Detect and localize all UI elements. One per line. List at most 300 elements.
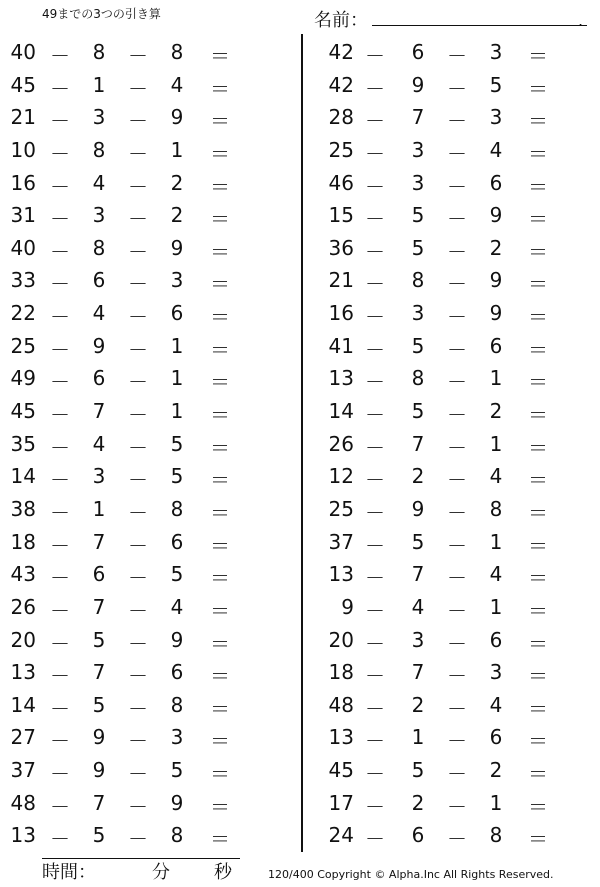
minus-sign: －	[128, 533, 148, 558]
second-number: 7	[92, 594, 106, 619]
second-number: 9	[92, 758, 106, 783]
second-number: 7	[92, 399, 106, 424]
minus-sign: －	[447, 664, 467, 689]
third-number: 6	[170, 301, 184, 326]
minus-sign: －	[447, 566, 467, 591]
minus-sign: －	[50, 403, 70, 428]
minus-sign: －	[365, 598, 385, 623]
minus-sign: －	[50, 44, 70, 68]
minus-sign: －	[128, 598, 148, 623]
first-number: 37	[10, 758, 36, 783]
problem-row	[318, 134, 600, 167]
first-number: 41	[328, 333, 354, 358]
first-number: 16	[10, 170, 36, 195]
minus-sign: －	[50, 174, 70, 199]
third-number: 6	[489, 627, 503, 652]
minus-sign: －	[128, 631, 148, 656]
problem-column-left	[0, 36, 290, 852]
minus-sign: －	[365, 305, 385, 330]
minus-sign: －	[50, 827, 70, 852]
minus-sign: －	[365, 435, 385, 460]
worksheet-title: 49までの3つの引き算	[42, 7, 161, 21]
minus-sign: －	[365, 729, 385, 754]
third-number: 1	[489, 431, 503, 456]
third-number: 1	[489, 529, 503, 554]
second-number: 2	[411, 692, 425, 717]
equals-sign: ＝	[528, 76, 548, 101]
third-number: 9	[489, 203, 503, 228]
equals-sign: ＝	[528, 598, 548, 623]
minus-sign: －	[128, 435, 148, 460]
second-number: 6	[411, 40, 425, 64]
second-number: 5	[92, 823, 106, 848]
minus-sign: －	[128, 174, 148, 199]
minus-sign: －	[447, 370, 467, 395]
equals-sign: ＝	[210, 174, 230, 199]
third-number: 2	[489, 758, 503, 783]
first-number: 20	[10, 627, 36, 652]
minus-sign: －	[447, 762, 467, 787]
minus-sign: －	[447, 207, 467, 232]
third-number: 1	[170, 137, 184, 162]
second-number: 1	[411, 725, 425, 750]
minus-sign: －	[365, 403, 385, 428]
minus-sign: －	[128, 207, 148, 232]
first-number: 38	[10, 496, 36, 521]
minus-sign: －	[50, 794, 70, 819]
equals-sign: ＝	[528, 239, 548, 264]
minus-sign: －	[365, 631, 385, 656]
second-number: 5	[411, 235, 425, 260]
second-number: 1	[92, 72, 106, 97]
problem-row	[0, 526, 290, 559]
problem-row	[0, 819, 290, 852]
third-number: 1	[170, 333, 184, 358]
minus-sign: －	[447, 76, 467, 101]
minus-sign: －	[447, 729, 467, 754]
second-number: 6	[92, 366, 106, 391]
minus-sign: －	[447, 794, 467, 819]
second-number: 2	[411, 464, 425, 489]
first-number: 14	[10, 464, 36, 489]
minus-sign: －	[365, 468, 385, 493]
first-number: 25	[328, 137, 354, 162]
time-label: 時間：	[42, 862, 96, 883]
equals-sign: ＝	[528, 44, 548, 68]
problem-row	[318, 36, 600, 69]
seconds-label: 秒	[214, 862, 232, 883]
minus-sign: －	[128, 566, 148, 591]
problem-row	[318, 362, 600, 395]
second-number: 9	[411, 496, 425, 521]
minus-sign: －	[365, 664, 385, 689]
equals-sign: ＝	[210, 794, 230, 819]
equals-sign: ＝	[528, 174, 548, 199]
equals-sign: ＝	[528, 435, 548, 460]
equals-sign: ＝	[528, 729, 548, 754]
first-number: 18	[10, 529, 36, 554]
minus-sign: －	[365, 566, 385, 591]
first-number: 13	[328, 562, 354, 587]
equals-sign: ＝	[528, 109, 548, 134]
problem-column-right	[318, 36, 600, 852]
equals-sign: ＝	[528, 272, 548, 297]
time-record	[42, 856, 242, 884]
problem-row	[318, 689, 600, 722]
second-number: 6	[92, 268, 106, 293]
equals-sign: ＝	[210, 500, 230, 525]
second-number: 5	[411, 203, 425, 228]
equals-sign: ＝	[210, 370, 230, 395]
minus-sign: －	[365, 272, 385, 297]
equals-sign: ＝	[210, 207, 230, 232]
equals-sign: ＝	[528, 370, 548, 395]
first-number: 40	[10, 235, 36, 260]
equals-sign: ＝	[210, 337, 230, 362]
equals-sign: ＝	[210, 76, 230, 101]
copyright-text: 120/400 Copyright © Alpha.Inc All Rights Reserved.	[268, 868, 554, 881]
minus-sign: －	[50, 207, 70, 232]
minus-sign: －	[447, 239, 467, 264]
equals-sign: ＝	[210, 729, 230, 754]
second-number: 5	[411, 758, 425, 783]
first-number: 25	[10, 333, 36, 358]
equals-sign: ＝	[528, 403, 548, 428]
second-number: 8	[411, 366, 425, 391]
problem-row	[318, 754, 600, 787]
first-number: 13	[328, 366, 354, 391]
third-number: 6	[170, 529, 184, 554]
minus-sign: －	[365, 174, 385, 199]
minus-sign: －	[128, 109, 148, 134]
minus-sign: －	[447, 141, 467, 166]
first-number: 45	[10, 399, 36, 424]
minus-sign: －	[365, 141, 385, 166]
equals-sign: ＝	[528, 794, 548, 819]
third-number: 8	[489, 823, 503, 848]
third-number: 6	[489, 725, 503, 750]
second-number: 5	[411, 333, 425, 358]
minus-sign: －	[365, 533, 385, 558]
problem-row	[0, 656, 290, 689]
minus-sign: －	[128, 827, 148, 852]
third-number: 3	[170, 725, 184, 750]
second-number: 4	[411, 594, 425, 619]
problem-row	[318, 264, 600, 297]
minus-sign: －	[50, 305, 70, 330]
first-number: 48	[328, 692, 354, 717]
first-number: 14	[328, 399, 354, 424]
third-number: 5	[489, 72, 503, 97]
minus-sign: －	[50, 435, 70, 460]
third-number: 5	[170, 431, 184, 456]
first-number: 26	[10, 594, 36, 619]
first-number: 20	[328, 627, 354, 652]
equals-sign: ＝	[210, 762, 230, 787]
problem-row	[0, 689, 290, 722]
problem-row	[318, 787, 600, 820]
equals-sign: ＝	[528, 631, 548, 656]
third-number: 8	[170, 692, 184, 717]
first-number: 28	[328, 105, 354, 130]
minus-sign: －	[447, 696, 467, 721]
second-number: 7	[92, 660, 106, 685]
first-number: 9	[341, 594, 354, 619]
third-number: 5	[170, 464, 184, 489]
minus-sign: －	[365, 500, 385, 525]
first-number: 42	[328, 72, 354, 97]
first-number: 48	[10, 790, 36, 815]
third-number: 1	[170, 399, 184, 424]
first-number: 49	[10, 366, 36, 391]
equals-sign: ＝	[210, 403, 230, 428]
problem-row	[318, 656, 600, 689]
minus-sign: －	[128, 664, 148, 689]
equals-sign: ＝	[210, 239, 230, 264]
minus-sign: －	[50, 664, 70, 689]
problem-row	[318, 297, 600, 330]
name-label: 名前：	[314, 10, 368, 31]
third-number: 3	[489, 660, 503, 685]
minus-sign: －	[365, 337, 385, 362]
second-number: 3	[92, 105, 106, 130]
third-number: 8	[170, 823, 184, 848]
problem-row	[0, 101, 290, 134]
problem-row	[318, 167, 600, 200]
second-number: 7	[411, 431, 425, 456]
minus-sign: －	[447, 44, 467, 68]
first-number: 12	[328, 464, 354, 489]
minus-sign: －	[365, 44, 385, 68]
problem-row	[318, 558, 600, 591]
first-number: 24	[328, 823, 354, 848]
first-number: 31	[10, 203, 36, 228]
problem-row	[0, 199, 290, 232]
equals-sign: ＝	[210, 664, 230, 689]
problem-row	[0, 428, 290, 461]
third-number: 2	[170, 203, 184, 228]
minus-sign: －	[128, 468, 148, 493]
problem-row	[0, 591, 290, 624]
third-number: 2	[170, 170, 184, 195]
time-underline	[42, 858, 240, 859]
second-number: 5	[411, 399, 425, 424]
first-number: 25	[328, 496, 354, 521]
first-number: 42	[328, 40, 354, 64]
second-number: 3	[411, 627, 425, 652]
equals-sign: ＝	[210, 468, 230, 493]
minus-sign: －	[50, 272, 70, 297]
first-number: 37	[328, 529, 354, 554]
problem-row	[318, 330, 600, 363]
minus-sign: －	[50, 337, 70, 362]
equals-sign: ＝	[528, 207, 548, 232]
equals-sign: ＝	[528, 337, 548, 362]
minus-sign: －	[365, 827, 385, 852]
equals-sign: ＝	[528, 533, 548, 558]
third-number: 5	[170, 562, 184, 587]
equals-sign: ＝	[210, 272, 230, 297]
problem-row	[0, 787, 290, 820]
second-number: 8	[92, 235, 106, 260]
minus-sign: －	[128, 403, 148, 428]
name-field	[314, 4, 584, 30]
second-number: 3	[411, 301, 425, 326]
second-number: 9	[92, 725, 106, 750]
third-number: 8	[170, 40, 184, 64]
minus-sign: －	[365, 76, 385, 101]
minus-sign: －	[50, 729, 70, 754]
problem-row	[318, 199, 600, 232]
equals-sign: ＝	[210, 696, 230, 721]
first-number: 17	[328, 790, 354, 815]
first-number: 16	[328, 301, 354, 326]
problem-row	[0, 232, 290, 265]
minus-sign: －	[365, 762, 385, 787]
problem-row	[318, 460, 600, 493]
problem-row	[0, 754, 290, 787]
second-number: 9	[411, 72, 425, 97]
second-number: 5	[411, 529, 425, 554]
minus-sign: －	[128, 762, 148, 787]
problem-row	[0, 624, 290, 657]
first-number: 22	[10, 301, 36, 326]
first-number: 10	[10, 137, 36, 162]
problem-row	[0, 362, 290, 395]
first-number: 43	[10, 562, 36, 587]
third-number: 1	[170, 366, 184, 391]
minus-sign: －	[128, 696, 148, 721]
minus-sign: －	[447, 598, 467, 623]
minus-sign: －	[128, 500, 148, 525]
first-number: 13	[10, 823, 36, 848]
equals-sign: ＝	[528, 827, 548, 852]
third-number: 3	[489, 105, 503, 130]
minus-sign: －	[50, 533, 70, 558]
third-number: 3	[489, 40, 503, 64]
minus-sign: －	[50, 468, 70, 493]
equals-sign: ＝	[210, 631, 230, 656]
second-number: 7	[92, 790, 106, 815]
third-number: 2	[489, 235, 503, 260]
minus-sign: －	[128, 370, 148, 395]
second-number: 7	[411, 562, 425, 587]
equals-sign: ＝	[528, 696, 548, 721]
equals-sign: ＝	[528, 305, 548, 330]
third-number: 9	[489, 268, 503, 293]
minus-sign: －	[447, 500, 467, 525]
minus-sign: －	[50, 696, 70, 721]
second-number: 3	[92, 464, 106, 489]
third-number: 9	[170, 235, 184, 260]
third-number: 4	[489, 562, 503, 587]
equals-sign: ＝	[210, 44, 230, 68]
equals-sign: ＝	[210, 827, 230, 852]
second-number: 7	[92, 529, 106, 554]
third-number: 1	[489, 790, 503, 815]
problem-row	[0, 36, 290, 69]
second-number: 8	[411, 268, 425, 293]
first-number: 45	[10, 72, 36, 97]
problem-row	[0, 69, 290, 102]
second-number: 2	[411, 790, 425, 815]
problem-row	[0, 460, 290, 493]
problem-row	[0, 330, 290, 363]
problem-row	[0, 297, 290, 330]
minus-sign: －	[365, 696, 385, 721]
second-number: 6	[411, 823, 425, 848]
minus-sign: －	[447, 468, 467, 493]
third-number: 9	[170, 790, 184, 815]
second-number: 8	[92, 137, 106, 162]
minus-sign: －	[128, 305, 148, 330]
minus-sign: －	[50, 239, 70, 264]
minus-sign: －	[447, 109, 467, 134]
minus-sign: －	[365, 109, 385, 134]
problem-row	[318, 721, 600, 754]
third-number: 2	[489, 399, 503, 424]
minus-sign: －	[128, 729, 148, 754]
minus-sign: －	[50, 598, 70, 623]
equals-sign: ＝	[210, 533, 230, 558]
equals-sign: ＝	[528, 566, 548, 591]
third-number: 9	[489, 301, 503, 326]
third-number: 4	[489, 137, 503, 162]
minus-sign: －	[50, 631, 70, 656]
third-number: 4	[489, 464, 503, 489]
minus-sign: －	[128, 141, 148, 166]
first-number: 13	[328, 725, 354, 750]
equals-sign: ＝	[528, 500, 548, 525]
first-number: 35	[10, 431, 36, 456]
problem-row	[0, 721, 290, 754]
first-number: 18	[328, 660, 354, 685]
name-end-dot: .	[578, 11, 584, 30]
second-number: 3	[411, 170, 425, 195]
problem-row	[318, 591, 600, 624]
second-number: 6	[92, 562, 106, 587]
problem-row	[318, 232, 600, 265]
minus-sign: －	[447, 631, 467, 656]
column-divider	[301, 34, 303, 852]
problem-row	[0, 167, 290, 200]
third-number: 6	[489, 170, 503, 195]
equals-sign: ＝	[210, 566, 230, 591]
minus-sign: －	[128, 44, 148, 68]
minus-sign: －	[365, 794, 385, 819]
second-number: 4	[92, 301, 106, 326]
problem-row	[318, 428, 600, 461]
problem-row	[318, 819, 600, 852]
third-number: 3	[170, 268, 184, 293]
third-number: 1	[489, 366, 503, 391]
problem-row	[318, 101, 600, 134]
minus-sign: －	[447, 174, 467, 199]
equals-sign: ＝	[528, 141, 548, 166]
third-number: 9	[170, 105, 184, 130]
problem-row	[0, 134, 290, 167]
second-number: 8	[92, 40, 106, 64]
problem-row	[318, 69, 600, 102]
minus-sign: －	[128, 239, 148, 264]
problem-row	[318, 624, 600, 657]
minus-sign: －	[50, 109, 70, 134]
third-number: 4	[170, 594, 184, 619]
minus-sign: －	[365, 239, 385, 264]
minus-sign: －	[447, 337, 467, 362]
second-number: 7	[411, 105, 425, 130]
first-number: 15	[328, 203, 354, 228]
